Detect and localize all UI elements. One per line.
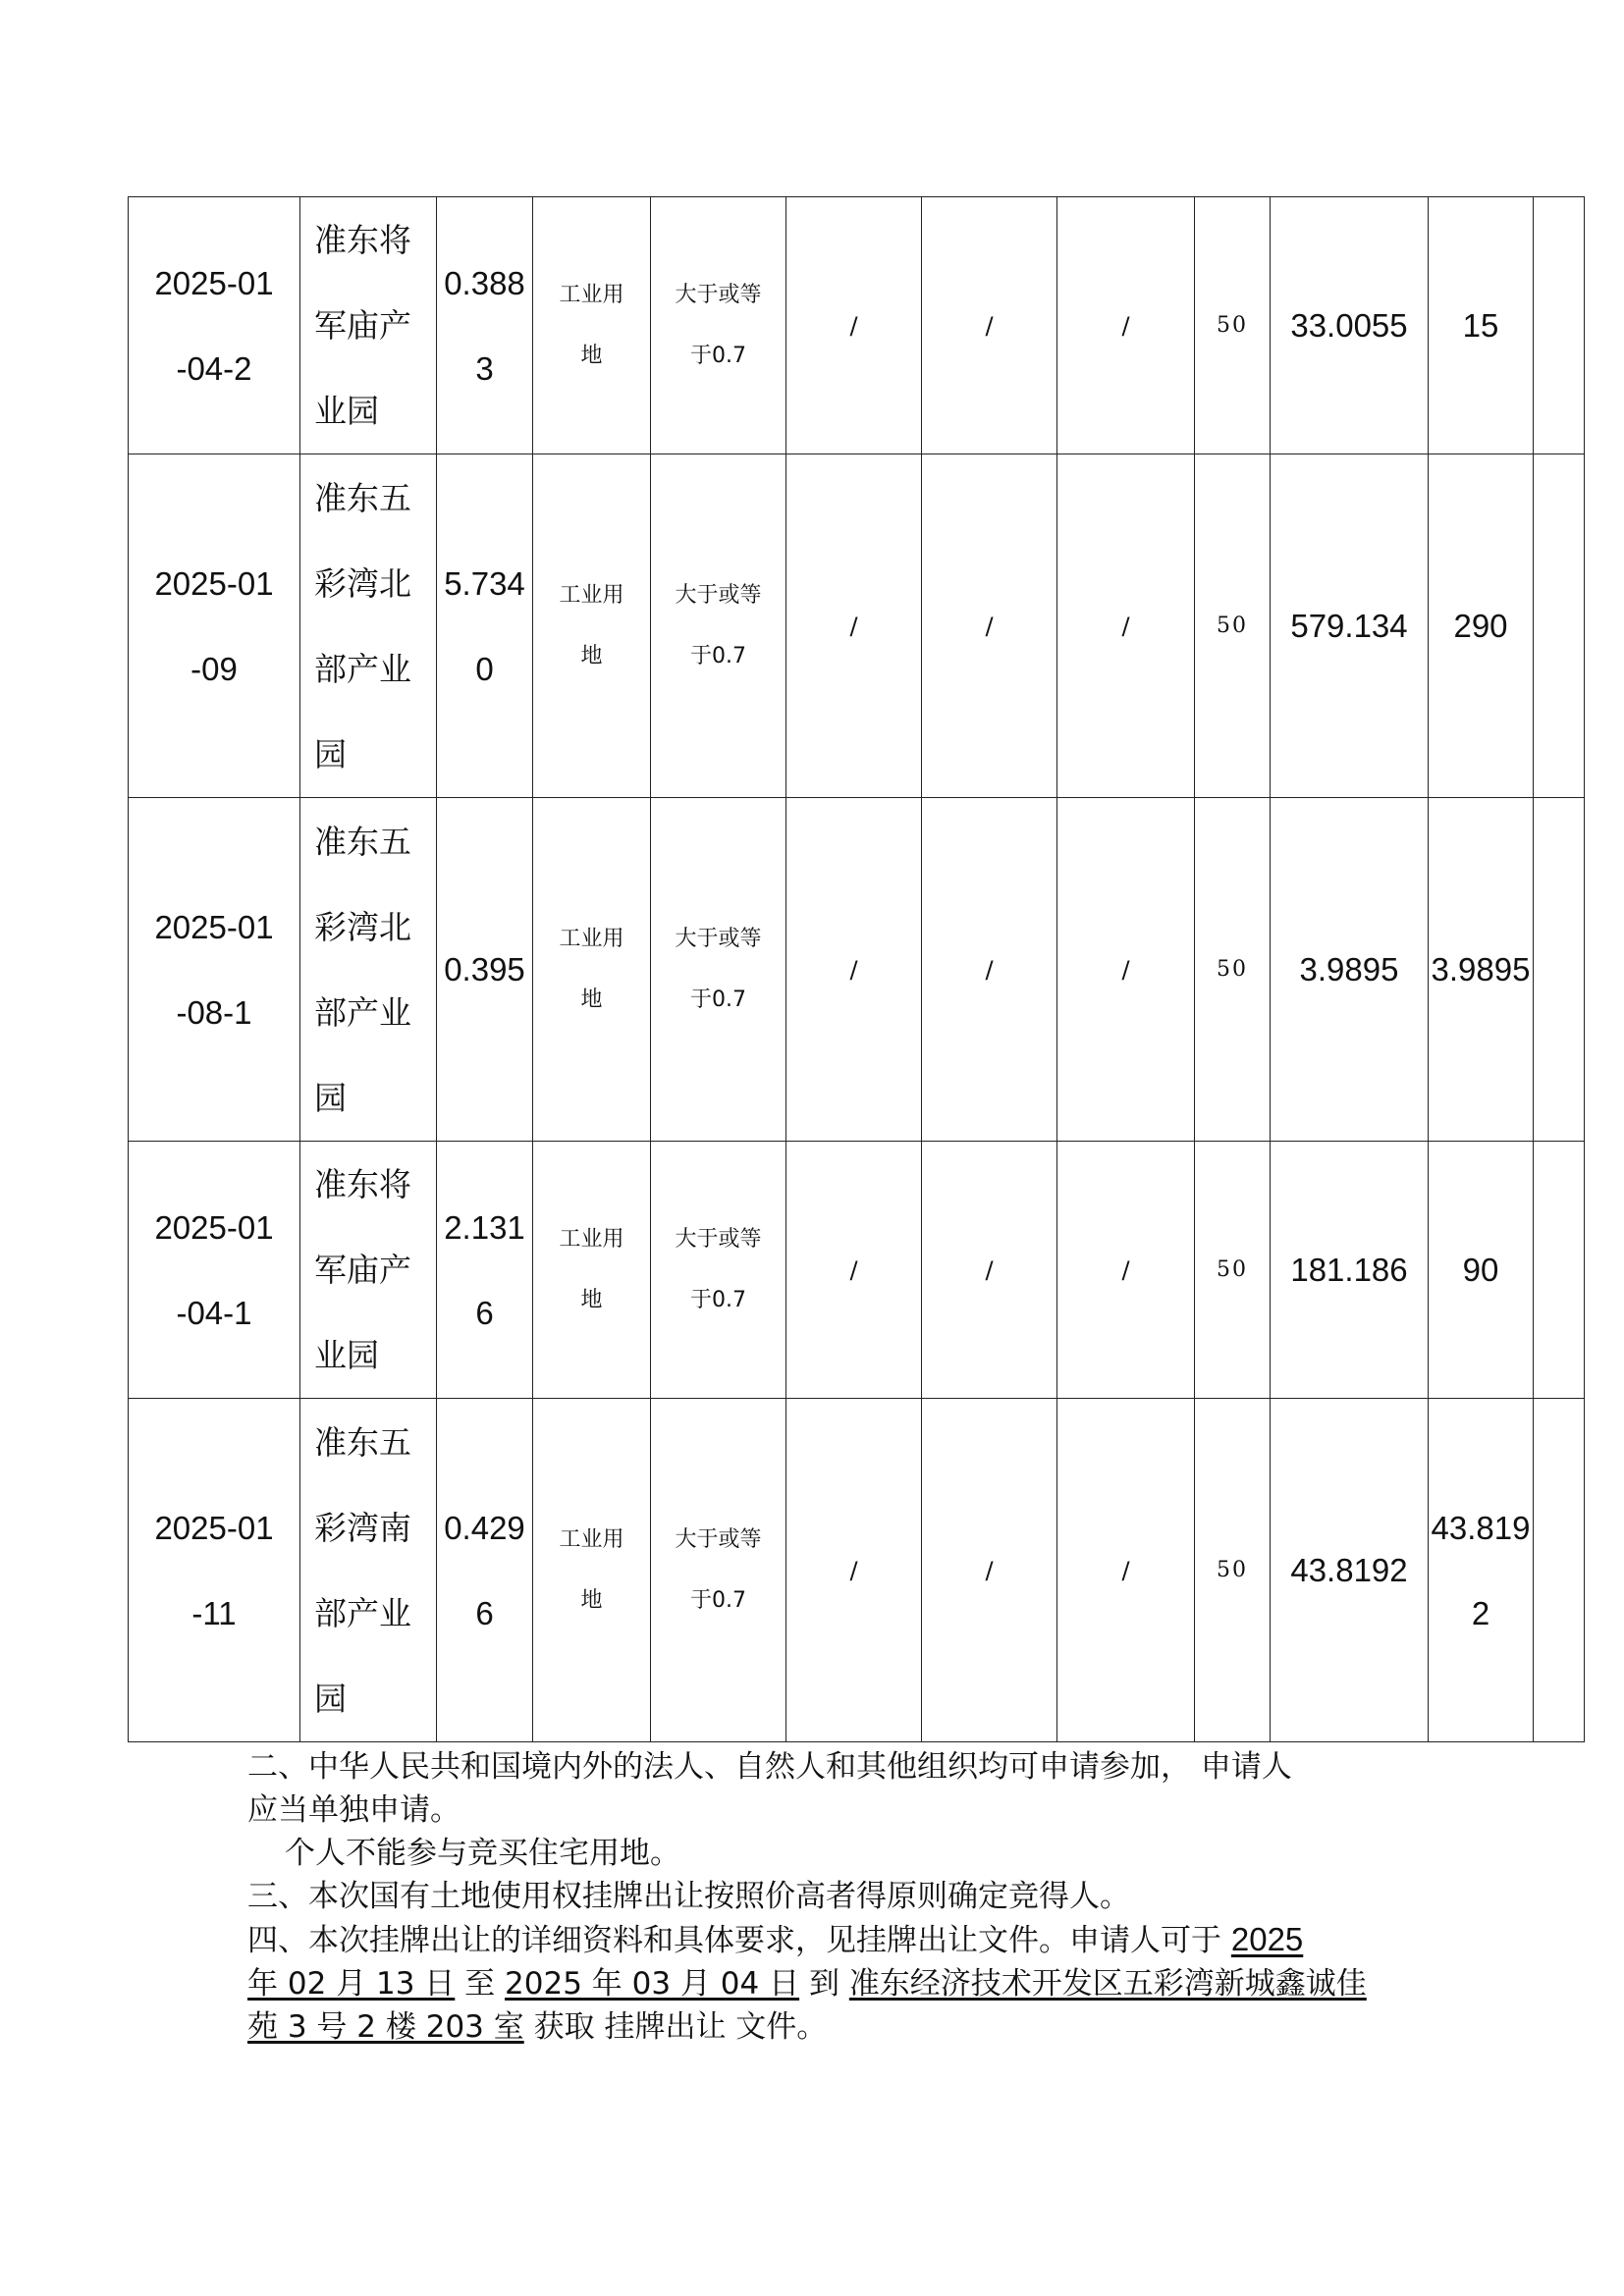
price-text: 579.134 (1290, 608, 1408, 644)
col7-cell (922, 454, 1057, 798)
use-text: 工业用地 (559, 926, 624, 1012)
ratio-cell (651, 1399, 786, 1742)
col8-cell (1057, 1142, 1195, 1399)
col7-cell (922, 1142, 1057, 1399)
ratio-cell (651, 1142, 786, 1399)
area-text: 2.1316 (444, 1208, 525, 1331)
id-cell (129, 798, 300, 1142)
years-cell (1195, 197, 1271, 454)
col7-cell (922, 197, 1057, 454)
table-row (129, 1142, 1585, 1399)
table-row (129, 798, 1585, 1142)
id-cell (129, 197, 300, 454)
use-text: 工业用地 (559, 282, 624, 368)
table-row (129, 197, 1585, 454)
price-text: 3.9895 (1299, 951, 1399, 988)
deposit-text: 90 (1462, 1252, 1499, 1288)
id-cell (129, 1399, 300, 1742)
price-cell (1271, 454, 1429, 798)
col8-text: / (1121, 1255, 1130, 1284)
price-text: 33.0055 (1290, 307, 1408, 344)
col7-text: / (985, 1556, 994, 1584)
ratio-text: 大于或等于0.7 (675, 582, 762, 668)
deposit-text: 290 (1453, 608, 1508, 644)
col6-cell (786, 197, 922, 454)
col7-text: / (985, 311, 994, 340)
col6-text: / (849, 955, 858, 984)
price-cell (1271, 798, 1429, 1142)
location-text: 准东五彩湾北部产业园 (314, 822, 411, 1117)
deposit-cell (1429, 197, 1534, 454)
years-text: 50 (1217, 614, 1248, 638)
empty-cell (1534, 197, 1585, 454)
years-text: 50 (1217, 1558, 1248, 1582)
col6-cell (786, 798, 922, 1142)
id-cell (129, 1142, 300, 1399)
to-word: 至 (455, 1966, 506, 2002)
location-cell (300, 197, 437, 454)
col7-text: / (985, 612, 994, 640)
col8-cell (1057, 197, 1195, 454)
col6-text: / (849, 311, 858, 340)
col7-cell (922, 1399, 1057, 1742)
area-text: 0.3883 (444, 264, 525, 387)
empty-cell (1534, 1399, 1585, 1742)
empty-cell (1534, 454, 1585, 798)
use-cell (533, 454, 651, 798)
empty-cell (1534, 798, 1585, 1142)
parcel-id-part: 2025-01 (154, 564, 274, 602)
area-cell (437, 798, 533, 1142)
col7-cell (922, 798, 1057, 1142)
ratio-text: 大于或等于0.7 (675, 926, 762, 1012)
use-cell (533, 798, 651, 1142)
parcel-id-part: 2025-01 (154, 1509, 274, 1546)
col8-cell (1057, 1399, 1195, 1742)
start-date: 年 02 月 13 日 (247, 1966, 456, 2002)
paragraph-winner-principle (247, 1875, 1386, 1918)
use-text: 工业用地 (559, 1526, 624, 1613)
parcel-id-part: -04-2 (176, 349, 252, 387)
area-text: 0.4296 (444, 1509, 525, 1631)
deposit-cell (1429, 1399, 1534, 1742)
area-cell (437, 1142, 533, 1399)
price-cell (1271, 1399, 1429, 1742)
table-body (129, 197, 1585, 1742)
ratio-cell (651, 798, 786, 1142)
deposit-text: 15 (1462, 307, 1499, 344)
years-text: 50 (1217, 1257, 1248, 1282)
table-row (129, 454, 1585, 798)
price-text: 43.8192 (1290, 1552, 1408, 1588)
eligibility-line-1: 二、中华人民共和国境内外的法人、自然人和其他组织均可申请参加， 申请人 (247, 1749, 1292, 1785)
ratio-text: 大于或等于0.7 (675, 282, 762, 368)
paragraph-documents (247, 1918, 1386, 2049)
location-cell (300, 1142, 437, 1399)
ratio-cell (651, 197, 786, 454)
col8-text: / (1121, 311, 1130, 340)
years-cell (1195, 798, 1271, 1142)
location-cell (300, 454, 437, 798)
location-cell (300, 798, 437, 1142)
years-text: 50 (1217, 313, 1248, 338)
location-cell (300, 1399, 437, 1742)
price-cell (1271, 1142, 1429, 1399)
parcel-id-part: 2025-01 (154, 1208, 274, 1246)
ratio-cell (651, 454, 786, 798)
documents-end: 获取 挂牌出让 文件。 (523, 2009, 828, 2045)
use-text: 工业用地 (559, 582, 624, 668)
col8-text: / (1121, 1556, 1130, 1584)
end-date: 2025 年 03 月 04 日 (505, 1966, 800, 2002)
empty-cell (1534, 1142, 1585, 1399)
parcel-id-part: 2025-01 (154, 908, 274, 945)
start-year: 2025 (1230, 1921, 1304, 1957)
area-text: 5.7340 (444, 564, 525, 687)
deposit-text: 43.8192 (1431, 1509, 1531, 1631)
parcel-id-part: -04-1 (176, 1294, 252, 1331)
use-cell (533, 1399, 651, 1742)
col8-text: / (1121, 955, 1130, 984)
col6-text: / (849, 612, 858, 640)
area-text: 0.395 (444, 951, 525, 988)
use-text: 工业用地 (559, 1226, 624, 1312)
col8-cell (1057, 798, 1195, 1142)
location-text: 准东五彩湾南部产业园 (314, 1422, 411, 1718)
area-cell (437, 197, 533, 454)
location-text: 准东五彩湾北部产业园 (314, 478, 411, 774)
col8-text: / (1121, 612, 1130, 640)
use-cell (533, 197, 651, 454)
table-row (129, 1399, 1585, 1742)
col6-cell (786, 1142, 922, 1399)
pickup-place-line-2: 苑 3 号 2 楼 203 室 (247, 2009, 524, 2045)
deposit-cell (1429, 454, 1534, 798)
col8-cell (1057, 454, 1195, 798)
parcel-id-part: 2025-01 (154, 264, 274, 301)
col6-cell (786, 454, 922, 798)
col6-cell (786, 1399, 922, 1742)
parcel-id-part: -09 (190, 650, 238, 687)
land-parcel-table (128, 196, 1585, 1742)
deposit-cell (1429, 1142, 1534, 1399)
ratio-text: 大于或等于0.7 (675, 1226, 762, 1312)
col7-text: / (985, 1255, 994, 1284)
years-cell (1195, 454, 1271, 798)
col6-text: / (849, 1255, 858, 1284)
location-text: 准东将军庙产业园 (314, 1165, 411, 1374)
parcel-id-part: -11 (191, 1594, 237, 1631)
eligibility-line-2: 应当单独申请。 (247, 1792, 460, 1828)
id-cell (129, 454, 300, 798)
parcel-id-part: -08-1 (176, 993, 252, 1031)
years-cell (1195, 1142, 1271, 1399)
years-text: 50 (1217, 957, 1248, 982)
area-cell (437, 1399, 533, 1742)
price-text: 181.186 (1290, 1252, 1408, 1288)
price-cell (1271, 197, 1429, 454)
years-cell (1195, 1399, 1271, 1742)
at-word: 到 (799, 1966, 849, 2002)
use-cell (533, 1142, 651, 1399)
documents-intro: 四、本次挂牌出让的详细资料和具体要求，见挂牌出让文件。申请人可于 (247, 1923, 1231, 1958)
pickup-place-line-1: 准东经济技术开发区五彩湾新城鑫诚佳 (848, 1966, 1367, 2002)
ratio-text: 大于或等于0.7 (675, 1526, 762, 1613)
location-text: 准东将军庙产业园 (314, 221, 411, 430)
col6-text: / (849, 1556, 858, 1584)
paragraph-eligibility (247, 1745, 1386, 1875)
winner-principle-text: 三、本次国有土地使用权挂牌出让按照价高者得原则确定竞得人。 (247, 1879, 1130, 1914)
deposit-text: 3.9895 (1431, 951, 1531, 988)
area-cell (437, 454, 533, 798)
deposit-cell (1429, 798, 1534, 1142)
col7-text: / (985, 955, 994, 984)
eligibility-line-3: 个人不能参与竞买住宅用地。 (285, 1836, 680, 1871)
